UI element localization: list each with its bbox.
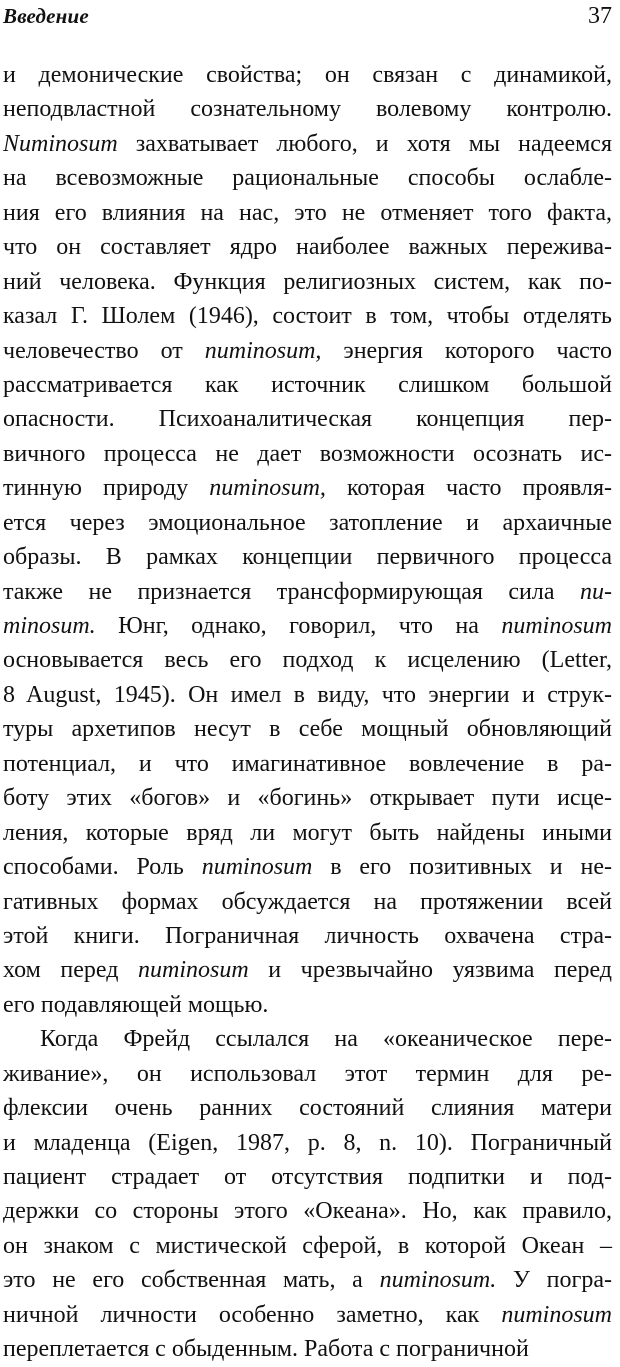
text-segment: на всевозможные рациональные способы ослабле- (3, 165, 612, 192)
text-segment: 8 August, 1945). Он имел в виду, что энергии и струк- (3, 681, 612, 708)
text-line (0, 1298, 620, 1332)
italic-term: numinosum (501, 1301, 612, 1328)
text-line (0, 988, 620, 1022)
text-line (0, 712, 620, 746)
text-segment: ничной личности особенно заметно, как (3, 1301, 502, 1328)
text-segment: живание», он использовал этот термин для ре- (3, 1060, 612, 1087)
text-segment: это не его собственная мать, а (3, 1267, 380, 1294)
italic-term: Numinosum (3, 130, 118, 157)
text-segment: ления, которые вряд ли могут быть найдены иными (3, 819, 612, 846)
text-line (0, 334, 620, 368)
text-line (0, 196, 620, 230)
italic-term: numinosum, (204, 337, 322, 364)
text-line (0, 609, 620, 643)
text-segment: основывается весь его подход к исцелению (Letter, (3, 647, 612, 674)
text-segment: вичного процесса не дает возможности осознать ис- (3, 440, 612, 467)
text-segment: Юнг, однако, говорил, что на (95, 613, 502, 639)
italic-term: nu- (580, 578, 612, 605)
text-segment: держки со стороны этого «Океана». Но, как правило, (3, 1198, 612, 1225)
text-segment: и чрезвычайно уязвима перед (248, 957, 613, 984)
italic-term: numinosum (138, 957, 249, 984)
italic-term: numinosum, (209, 475, 326, 502)
text-line (0, 1057, 620, 1091)
running-title: Введение (3, 4, 89, 28)
text-line (0, 1263, 620, 1297)
text-segment: также не признается трансформирующая сила (3, 578, 580, 605)
text-segment: переплетается с обыденным. Работа с пограничной (3, 1336, 529, 1363)
text-line (0, 402, 620, 436)
text-line (0, 1332, 620, 1366)
text-segment: он знаком с мистической сферой, в которой Океан – (3, 1232, 612, 1259)
text-segment: неподвластной сознательному волевому контролю. (3, 96, 612, 123)
page-number: 37 (588, 3, 612, 29)
text-line (0, 850, 620, 884)
text-segment: Когда Фрейд ссылался на «океаническое пере- (40, 1026, 612, 1053)
text-segment: и младенца (Eigen, 1987, p. 8, n. 10). Пограничный (3, 1129, 612, 1156)
text-line (0, 575, 620, 609)
italic-term: numinosum (501, 613, 612, 639)
text-line (0, 816, 620, 850)
text-segment: ется через эмоциональное затопление и архаичные (3, 509, 612, 536)
text-segment: в его позитивных и не- (312, 854, 612, 881)
text-segment: казал Г. Шолем (1946), состоит в том, чтобы отделять (3, 303, 612, 330)
text-line (0, 58, 620, 92)
text-segment: и демонические свойства; он связан с динамикой, (3, 62, 612, 88)
text-segment: образы. В рамках концепции первичного процесса (3, 544, 612, 571)
text-segment: его подавляющей мощью. (3, 991, 269, 1018)
text-line (0, 643, 620, 677)
text-line (0, 953, 620, 987)
text-line (0, 265, 620, 299)
text-line (0, 781, 620, 815)
text-segment: которая часто проявля- (325, 475, 613, 502)
text-line (0, 437, 620, 471)
text-line (0, 368, 620, 402)
text-segment: что он составляет ядро наиболее важных пережива- (3, 234, 612, 261)
text-line (0, 1022, 620, 1056)
text-segment: флексии очень ранних состояний слияния матери (3, 1095, 612, 1122)
text-segment: энергия которого часто (321, 337, 612, 364)
text-line (0, 471, 620, 505)
text-line (0, 92, 620, 126)
text-segment: рассматривается как источник слишком большой (3, 371, 612, 398)
text-segment: человечество от (3, 337, 205, 364)
text-line (0, 1229, 620, 1263)
text-segment: туры архетипов несут в себе мощный обновляющий (3, 716, 612, 743)
text-line (0, 299, 620, 333)
text-segment: захватывает любого, и хотя мы надеемся (117, 130, 612, 157)
text-segment: потенциал, и что имагинативное вовлечение в ра- (3, 750, 612, 777)
text-line (0, 506, 620, 540)
text-line (0, 1160, 620, 1194)
text-line (0, 1194, 620, 1228)
text-segment: ний человека. Функция религиозных систем, как по- (3, 268, 612, 295)
text-line (0, 127, 620, 161)
italic-term: numinosum (201, 854, 313, 881)
text-segment: способами. Роль (3, 854, 202, 881)
text-line (0, 230, 620, 264)
italic-term: numinosum. (379, 1267, 497, 1294)
text-segment: У погра- (496, 1267, 612, 1294)
text-line (0, 678, 620, 712)
text-segment: боту этих «богов» и «богинь» открывает пути исце- (3, 785, 612, 812)
text-line (0, 1126, 620, 1160)
running-head (0, 0, 620, 34)
text-segment: хом перед (3, 957, 139, 984)
text-segment: ния его влияния на нас, это не отменяет того факта, (3, 199, 612, 226)
text-line (0, 885, 620, 919)
text-line (0, 919, 620, 953)
text-line (0, 161, 620, 195)
text-segment: этой книги. Пограничная личность охвачена стра- (3, 922, 612, 949)
text-line (0, 540, 620, 574)
italic-term: minosum. (3, 613, 96, 639)
text-segment: гативных формах обсуждается на протяжении всей (3, 888, 612, 915)
text-line (0, 747, 620, 781)
text-line (0, 1091, 620, 1125)
body-text (0, 58, 620, 1367)
text-segment: пациент страдает от отсутствия подпитки и под- (3, 1164, 612, 1190)
text-segment: тинную природу (3, 475, 210, 502)
text-segment: опасности. Психоаналитическая концепция пер- (3, 406, 612, 433)
